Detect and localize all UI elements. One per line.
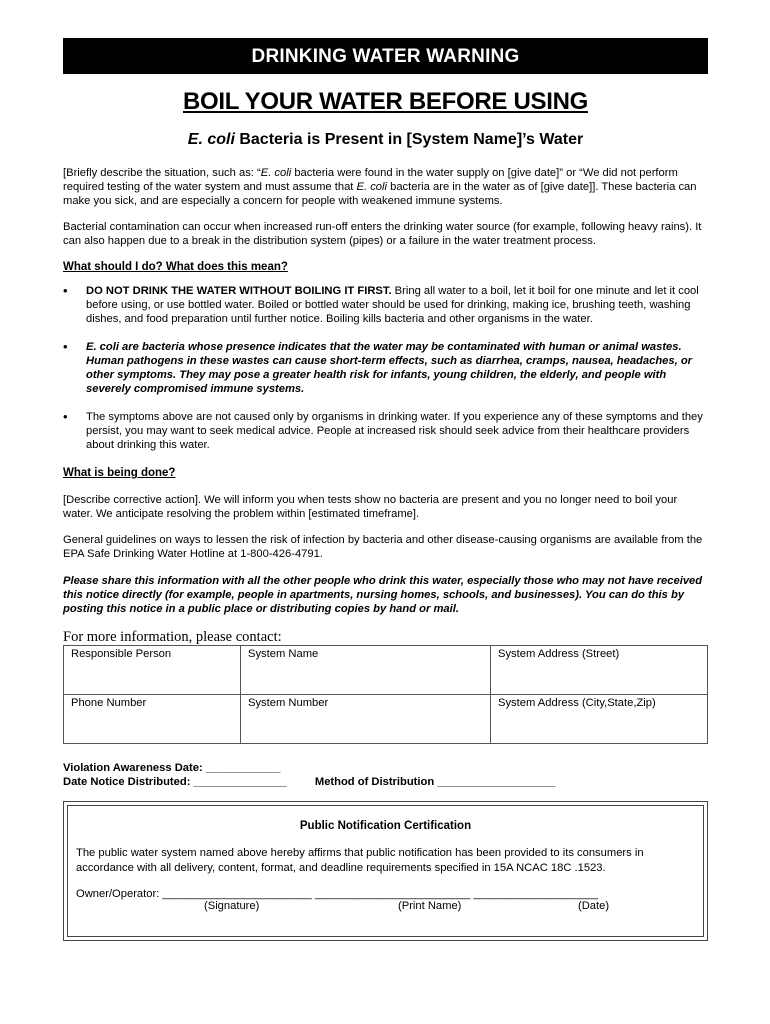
warning-banner: DRINKING WATER WARNING bbox=[63, 38, 708, 74]
bullet3-text: The symptoms above are not caused only by organisms in drinking water. If you experience any of these symptoms and they persist, you may want to seek medical advice. People at increased risk should seek advice from their healthcare providers about drinking this water. bbox=[86, 411, 703, 451]
notice-distributed-row bbox=[63, 775, 708, 789]
subtitle-organism: E. coli bbox=[187, 131, 235, 148]
list-item bbox=[63, 410, 708, 452]
intro-paragraph bbox=[63, 166, 708, 208]
intro-part2: bacteria were found in the water supply on [give date]” or “We did not perform required testing of the water system and must assume that bbox=[63, 167, 678, 193]
subtitle-rest: Bacteria is Present in [System Name]’s Water bbox=[234, 131, 584, 148]
bullet-icon: • bbox=[63, 283, 68, 298]
intro-organism2: E. coli bbox=[356, 181, 387, 193]
certification-text: The public water system named above hereby affirms that public notification has been provided to its consumers in accordance with all delivery, content, format, and deadline requirements specified in 15A NCAC 18C .1523. bbox=[76, 847, 644, 874]
list-item bbox=[63, 340, 708, 396]
violation-date: Violation Awareness Date: ____________ bbox=[63, 762, 281, 774]
certification-box bbox=[63, 801, 708, 941]
violation-block bbox=[63, 761, 708, 789]
bullet2-text: E. coli are bacteria whose presence indicates that the water may be contaminated with human or animal wastes. Human pathogens in these wastes can cause short-term effects, such as diarrhea, cramps, nausea, headaches, or other symptoms. They may pose a greater health risk for infants, young children, the elderly, and people with severely compromised immune systems. bbox=[86, 341, 693, 395]
contact-label: For more information, please contact: bbox=[63, 629, 282, 645]
signature-labels bbox=[76, 900, 695, 914]
intro-part3: bacteria are in the water as of [give date]]. These bacteria can make you sick, and are especially a concern for people with weakened immune systems. bbox=[63, 181, 697, 207]
owner-operator-line: Owner/Operator: ________________________ _________________________ ____________________ bbox=[76, 888, 598, 900]
intro-organism1: E. coli bbox=[260, 167, 292, 179]
signature-label: (Signature) bbox=[204, 900, 260, 912]
notice-distributed: Date Notice Distributed: _______________ bbox=[63, 776, 287, 788]
intro-part1: [Briefly describe the situation, such as: “ bbox=[63, 167, 261, 179]
certification-title: Public Notification Certification bbox=[299, 820, 472, 832]
bullet1-text: Bring all water to a boil, let it boil for one minute and let it cool before using, or use bottled water. Boiled or bottled water should be used for drinking, making ice, brushing teeth, washing dishes, and food preparation until further notice. Boiling kills bacteria and other organisms in the water. bbox=[86, 285, 699, 325]
list-item bbox=[63, 284, 708, 326]
responsible-person-cell: Responsible Person bbox=[64, 646, 241, 695]
bullet1-bold: DO NOT DRINK THE WATER WITHOUT BOILING IT FIRST. bbox=[86, 285, 392, 297]
print-name-label: (Print Name) bbox=[398, 900, 462, 912]
bullet-icon: • bbox=[63, 409, 68, 424]
what-heading: What should I do? What does this mean? bbox=[63, 261, 288, 273]
subtitle bbox=[63, 131, 708, 149]
date-label: (Date) bbox=[578, 900, 610, 912]
table-row bbox=[64, 695, 708, 744]
corrective-paragraph: [Describe corrective action]. We will inform you when tests show no bacteria are present and you no longer need to boil your water. We anticipate resolving the problem within [estimated timeframe]. bbox=[63, 494, 678, 520]
contamination-paragraph: Bacterial contamination can occur when increased run-off enters the drinking water source (for example, following heavy rains). It can also happen due to a break in the distribution system (pipes) or a failure in the water treatment process. bbox=[63, 221, 702, 247]
boil-water-notice bbox=[63, 38, 708, 941]
guidelines-paragraph: General guidelines on ways to lessen the risk of infection by bacteria and other disease-causing organisms are available from the EPA Safe Drinking Water Hotline at 1-800-426-4791. bbox=[63, 534, 703, 560]
page-title: BOIL YOUR WATER BEFORE USING bbox=[183, 88, 588, 115]
system-number-cell: System Number bbox=[241, 695, 491, 744]
system-address-city-cell: System Address (City,State,Zip) bbox=[491, 695, 708, 744]
method-of-distribution: Method of Distribution ___________________ bbox=[314, 776, 556, 788]
certification-inner bbox=[67, 805, 704, 937]
phone-number-cell: Phone Number bbox=[64, 695, 241, 744]
bullet-icon: • bbox=[63, 339, 68, 354]
table-row bbox=[64, 646, 708, 695]
system-address-street-cell: System Address (Street) bbox=[491, 646, 708, 695]
contact-table bbox=[63, 645, 708, 744]
system-name-cell: System Name bbox=[241, 646, 491, 695]
share-paragraph: Please share this information with all the other people who drink this water, especially those who may not have received this notice directly (for example, people in apartments, nursing homes, schools, and businesses). You can do this by posting this notice in a public place or distributing copies by hand or mail. bbox=[63, 575, 703, 615]
bullet-list bbox=[63, 284, 708, 452]
done-heading: What is being done? bbox=[63, 467, 176, 479]
